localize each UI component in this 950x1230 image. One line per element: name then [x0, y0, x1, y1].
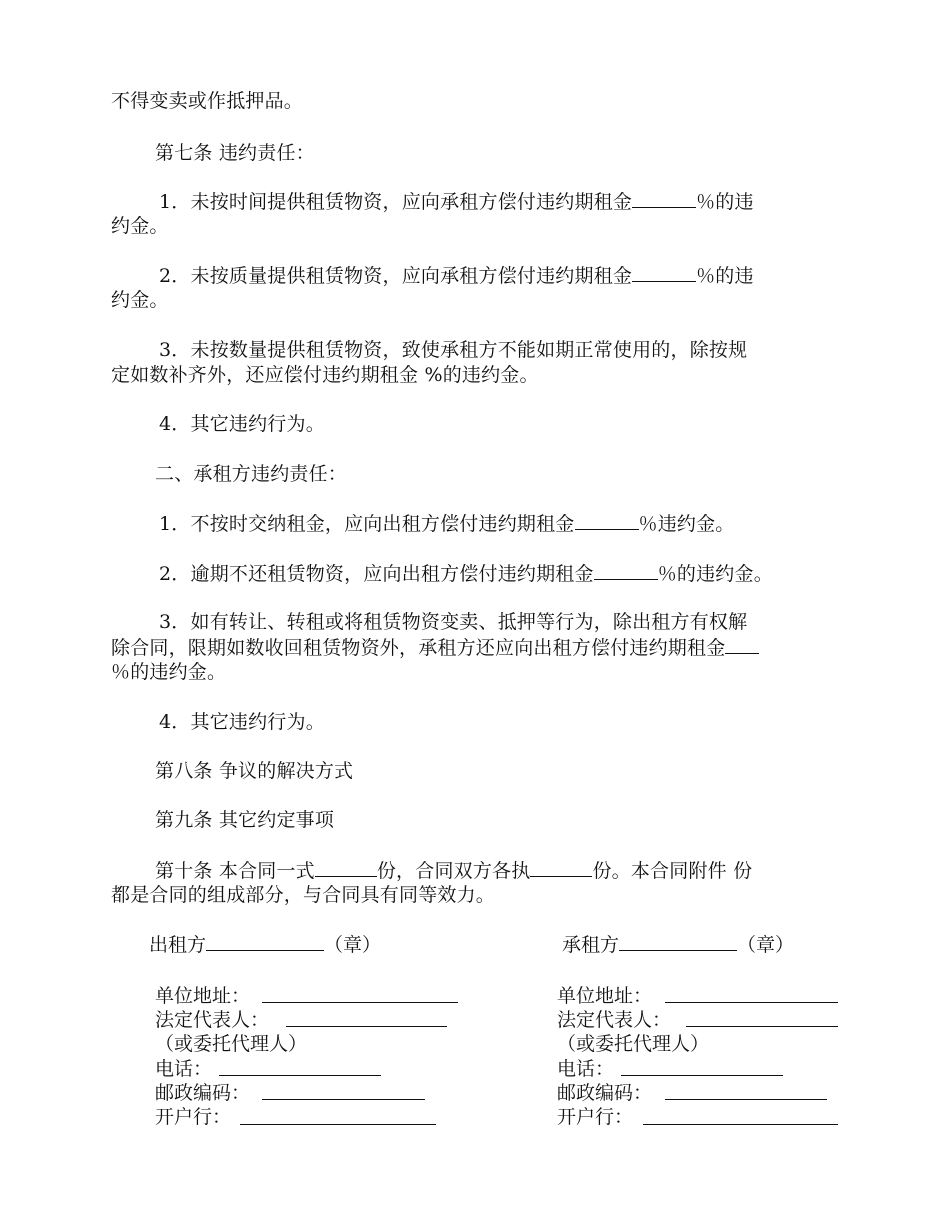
clause-text: 除合同，限期如数收回租赁物资外，承租方还应向出租方偿付违约期租金 [111, 637, 726, 659]
lessee-legal-rep-field [686, 1026, 838, 1027]
lessee-bank-label: 开户行： [557, 1106, 634, 1128]
lessor-clause-1-cont: 约金。 [111, 215, 169, 237]
lessee-clause-3-cont [111, 635, 759, 661]
article-8-heading: 第八条 争议的解决方式 [155, 760, 354, 782]
clause-text: ％的违 [696, 191, 754, 213]
lessor-phone-label: 电话： [155, 1058, 213, 1080]
lessee-postcode-label: 邮政编码： [557, 1082, 653, 1104]
lessee-legal-rep-label: 法定代表人： [557, 1009, 672, 1031]
lessor-legal-rep-label: 法定代表人： [155, 1009, 270, 1031]
article-9-heading: 第九条 其它约定事项 [155, 809, 335, 831]
lessor-address-field [262, 1002, 458, 1003]
clause-text: 2．逾期不还租赁物资，应向出租方偿付违约期租金 [159, 563, 594, 585]
lessee-clause-2 [159, 561, 773, 587]
article-10-cont: 都是合同的组成部分，与合同具有同等效力。 [111, 884, 496, 906]
clause-text: 份，合同双方各执 [376, 860, 531, 882]
section-2-heading: 二、承租方违约责任： [155, 463, 348, 485]
blank-field [619, 932, 737, 951]
lessor-clause-3-cont: 定如数补齐外，还应偿付违约期租金 %的违约金。 [111, 364, 539, 386]
lessor-bank-field [240, 1124, 436, 1125]
lessee-clause-3-end: ％的违约金。 [111, 661, 227, 683]
blank-field [725, 635, 759, 654]
clause-text: 1．未按时间提供租赁物资，应向承租方偿付违约期租金 [159, 191, 633, 213]
lessor-address-label: 单位地址： [155, 985, 251, 1007]
lessee-clause-3: 3．如有转让、转租或将租赁物资变卖、抵押等行为，除出租方有权解 [159, 611, 748, 633]
lessee-phone-label: 电话： [557, 1058, 615, 1080]
clause-text: 第十条 本合同一式 [155, 860, 315, 882]
blank-field [530, 858, 592, 877]
lessee-label: 承租方 [562, 934, 620, 956]
blank-field [632, 263, 696, 282]
lessee-agent-label: （或委托代理人） [557, 1033, 710, 1055]
lessor-clause-2-cont: 约金。 [111, 289, 169, 311]
paragraph-line: 不得变卖或作抵押品。 [111, 90, 304, 112]
clause-text: ％的违约金。 [657, 563, 773, 585]
lessee-address-field [665, 1002, 838, 1003]
lessor-bank-label: 开户行： [155, 1106, 232, 1128]
lessee-postcode-field [665, 1099, 827, 1100]
lessor-label: 出租方 [149, 934, 207, 956]
seal-label: （章） [737, 934, 795, 956]
lessor-postcode-label: 邮政编码： [155, 1082, 251, 1104]
lessee-bank-field [643, 1124, 838, 1125]
article-7-heading: 第七条 违约责任： [155, 142, 315, 164]
lessee-address-label: 单位地址： [557, 985, 653, 1007]
lessor-postcode-field [262, 1099, 425, 1100]
lessee-clause-1 [159, 511, 735, 537]
blank-field [632, 189, 696, 208]
clause-text: 1．不按时交纳租金，应向出租方偿付违约期租金 [159, 513, 575, 535]
clause-text: 2．未按质量提供租赁物资，应向承租方偿付违约期租金 [159, 265, 633, 287]
lessee-phone-field [621, 1075, 783, 1076]
clause-text: ％的违 [696, 265, 754, 287]
seal-label: （章） [324, 934, 382, 956]
blank-field [594, 561, 658, 580]
lessor-legal-rep-field [286, 1026, 447, 1027]
blank-field [575, 511, 639, 530]
lessor-clause-4: 4．其它违约行为。 [159, 413, 325, 435]
lessor-clause-2 [159, 263, 754, 289]
clause-text: ％违约金。 [638, 513, 735, 535]
blank-field [315, 858, 377, 877]
lessor-agent-label: （或委托代理人） [155, 1033, 308, 1055]
article-10 [155, 858, 752, 884]
lessee-clause-4: 4．其它违约行为。 [159, 711, 325, 733]
lessor-clause-1 [159, 189, 754, 215]
lessee-signature-line [562, 932, 794, 958]
lessor-phone-field [219, 1075, 381, 1076]
lessor-signature-line [149, 932, 381, 958]
clause-text: 份。本合同附件 份 [592, 860, 753, 882]
lessor-clause-3: 3．未按数量提供租赁物资，致使承租方不能如期正常使用的，除按规 [159, 339, 748, 361]
blank-field [206, 932, 324, 951]
